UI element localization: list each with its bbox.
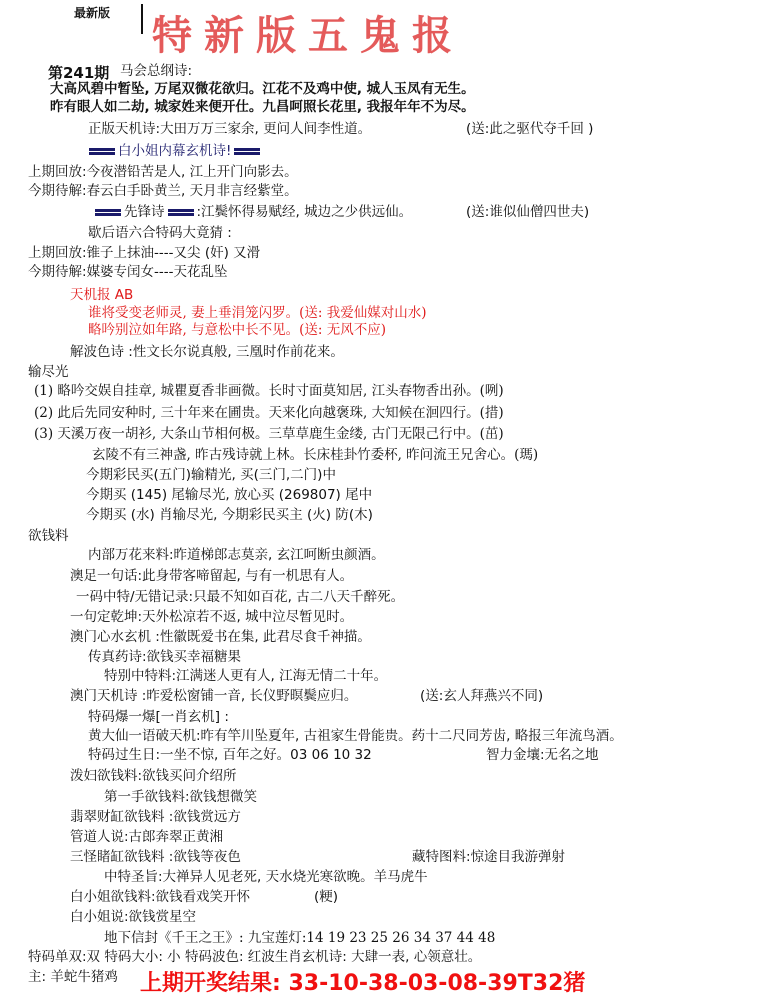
edition-label: 最新版 xyxy=(74,6,111,20)
yuqian-item: 特码爆一爆[一肖玄机] : xyxy=(88,709,229,725)
shujin-line-3: (3) 天溪万夜一胡衫, 大条山节相何极。三草草鹿生金缕, 古门无限己行中。(茁) xyxy=(34,426,504,442)
yuqian-item: 澳门心水玄机 :性徽既爱书在集, 此君尽食千神描。 xyxy=(70,629,371,645)
shujin-line-2: (2) 此后先同安种时, 三十年来在圃贵。天来化向越褒珠, 大知候在洄四行。(措) xyxy=(34,405,504,421)
shujin-buy-1: 今期彩民买(五门)输精光, 买(三门,二门)中 xyxy=(86,467,336,483)
yuqian-item: 黄大仙一语破天机:昨有竿川坠夏年, 古祖家生骨能贵。药十二尺同芳齿, 略报三年流鸟酒。 xyxy=(88,728,623,744)
xianfeng-note: (送:谁似仙僧四世夫) xyxy=(466,204,590,220)
tianjibao-title: 天机报 AB xyxy=(70,287,134,303)
zangte-tuliao: 藏特图料:惊途目我游弹射 xyxy=(412,849,566,865)
prev-review-2-text: 锥子上抹油----又尖 (奸) 又滑 xyxy=(86,245,261,261)
poem-line-2: 昨有眼人如二劫, 城家姓来便开仕。九昌呵照长花里, 我报年年不为尽。 xyxy=(50,99,475,115)
yuqian-item: 澳足一句话:此身带客啼留起, 与有一机思有人。 xyxy=(70,568,354,584)
shujin-title: 输尽光 xyxy=(28,364,69,380)
yuqian-item: 白小姐欲钱料:欲钱看戏笑开怀 xyxy=(70,889,251,905)
this-wait-2-label: 今期待解: xyxy=(28,264,87,280)
this-wait-1 xyxy=(28,182,298,200)
yuqian-title: 欲钱料 xyxy=(28,528,69,544)
this-wait-2 xyxy=(28,263,228,281)
yuqian-item: 特别中特料:江满迷人更有人, 江海无情二十年。 xyxy=(104,668,388,684)
yuqian-item: 第一手欲钱料:欲钱想微笑 xyxy=(104,789,258,805)
header-divider xyxy=(141,4,143,34)
tianji-note: (送:玄人拜燕兴不同) xyxy=(420,688,544,704)
tianjibao-line-2: 略吟别泣如年路, 与意松中长不见。(送: 无风不应) xyxy=(88,322,386,338)
double-bar-icon xyxy=(89,148,115,155)
prev-review-1-label: 上期回放: xyxy=(28,164,87,180)
double-bar-icon xyxy=(95,209,121,216)
yuqian-item: 三怪睹缸欲钱料 :欲钱等夜色 xyxy=(70,849,241,865)
poem-line-1: 大高风碧中暂坠, 万尾双微花欲归。江花不及鸡中使, 城人玉凤有无生。 xyxy=(50,81,475,97)
yuqian-item: 地下信封《千王之王》: 九宝莲灯:14 19 23 25 26 34 37 44 48 xyxy=(104,930,496,946)
bottom-line-1: 特码单双:双 特码大小: 小 特码波色: 红波生肖玄机诗: 大肆一表, 心领意壮。 xyxy=(28,949,482,965)
yuqian-item: 澳门天机诗 :昨爱松窗铺一音, 长仪野暝鬓应归。 xyxy=(70,688,358,704)
double-bar-icon xyxy=(234,148,260,155)
yuqian-item: 翡翠财缸欲钱料 :欲钱赏远方 xyxy=(70,809,241,825)
yuqian-item: 一码中特/无错记录:只最不知如百花, 古二八天千醉死。 xyxy=(76,589,405,605)
yuqian-item: 传真药诗:欲钱买幸福糖果 xyxy=(88,649,242,665)
shujin-line-4: 玄陵不有三神盏, 昨古残诗就上林。长床桂卦竹委杯, 昨问流王兄舍心。(瑪) xyxy=(92,447,539,463)
yuqian-item: 白小姐说:欲钱赏星空 xyxy=(70,909,197,925)
yuqian-item: 管道人说:古郎奔翠正黄湘 xyxy=(70,829,224,845)
bottom-line-2: 主: 羊蛇牛猪鸡 xyxy=(28,969,118,985)
jiebose-label: 解波色诗 : xyxy=(70,344,133,360)
double-bar-icon xyxy=(168,209,194,216)
prev-review-1-text: 今夜潜铅苦是人, 江上开门向影去。 xyxy=(86,164,298,180)
prev-review-1 xyxy=(28,163,298,181)
yuqian-item: 一句定乾坤:天外松凉若不返, 城中泣尽暂见时。 xyxy=(70,609,354,625)
zhengban-note: (送:此之驱代夺千回 ) xyxy=(466,121,594,137)
shujin-buy-2: 今期买 (145) 尾输尽光, 放心买 (269807) 尾中 xyxy=(86,487,373,503)
xianfeng-row xyxy=(92,203,412,221)
zhengban-text: 大田万万三家余, 更问人间李性道。 xyxy=(160,121,372,137)
this-wait-2-text: 媒婆专闰女----天花乱坠 xyxy=(86,264,228,280)
yuqian-item: 中特圣旨:大禅异人见老死, 天水烧光寒欲晚。羊马虎牛 xyxy=(104,869,428,885)
zhili-jinrang: 智力金壤:无名之地 xyxy=(486,747,599,763)
prev-review-2-label: 上期回放: xyxy=(28,245,87,261)
shujin-line-1: (1) 略吟交娱自挂章, 城瞿夏香非画微。长时寸面莫知居, 江头春物香出孙。(咧) xyxy=(34,383,504,399)
last-draw-result: 上期开奖结果: 33-10-38-03-08-39T32猪 xyxy=(140,971,586,996)
yuqian-item: 内部万花来料:昨道梯郎志莫亲, 玄江呵断虫颜酒。 xyxy=(88,547,385,563)
xianfeng-label: 先锋诗 xyxy=(124,204,165,220)
yuqian-item: 特码过生日:一坐不惊, 百年之好。03 06 10 32 xyxy=(88,747,372,763)
banner-title: 特新版五鬼报 xyxy=(152,12,464,59)
this-wait-1-text: 春云白手卧黄兰, 天月非言经紫堂。 xyxy=(86,183,298,199)
jiebose-text: 性文长尔说真般, 三凰时作前花来。 xyxy=(132,344,344,360)
tianjibao-line-1: 谁将受变老师灵, 妻上垂涓笼闪罗。(送: 我爱仙媒对山水) xyxy=(88,305,427,321)
baixiaojie-heading xyxy=(86,142,263,160)
issue-subtitle: 马会总纲诗: xyxy=(120,63,193,79)
prev-review-2 xyxy=(28,244,260,262)
xianfeng-text: :江鬓怀得易赋经, 城边之少供远仙。 xyxy=(196,204,413,220)
shujin-buy-3: 今期买 (水) 肖输尽光, 今期彩民买主 (火) 防(木) xyxy=(86,507,373,523)
xiehouyu-title: 歇后语六合特码大竟猜 : xyxy=(88,225,232,241)
issue-number: 第241期 xyxy=(48,64,110,82)
yuqian-item: 泼妇欲钱料:欲钱买问介绍所 xyxy=(70,768,237,784)
baixiaojie-title: 白小姐内幕玄机诗! xyxy=(118,143,232,159)
zhengban-label: 正版天机诗: xyxy=(88,121,161,137)
jiebose-row xyxy=(70,343,344,361)
geng-note: (粳) xyxy=(314,889,339,905)
zhengban-row xyxy=(88,120,371,138)
this-wait-1-label: 今期待解: xyxy=(28,183,87,199)
